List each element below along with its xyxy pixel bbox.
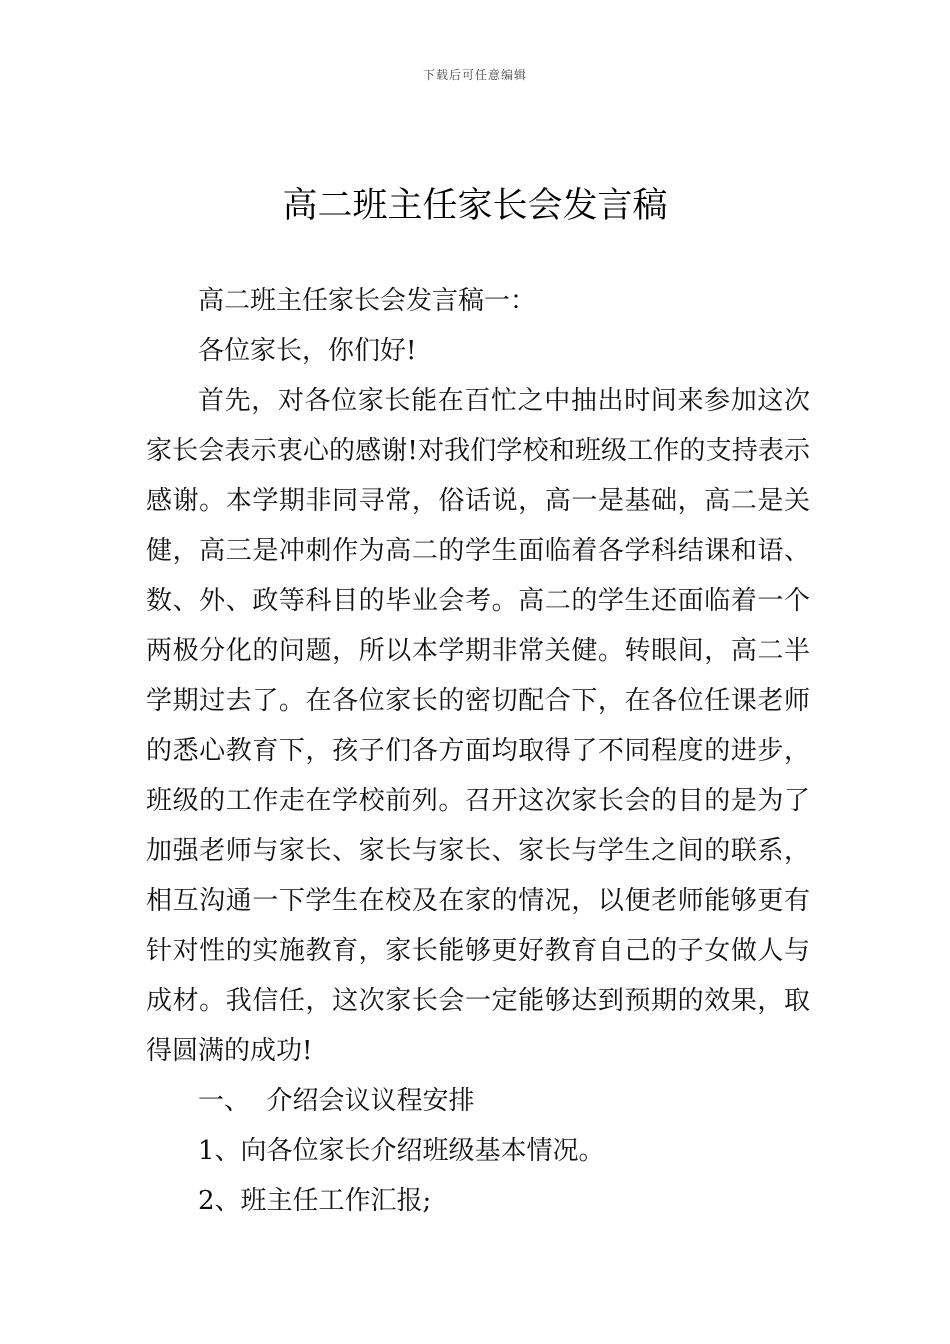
document-subtitle: 高二班主任家长会发言稿一： [198, 286, 537, 316]
section-heading-agenda: 一、 介绍会议议程安排 [198, 1086, 475, 1116]
greeting: 各位家长，你们好! [198, 336, 417, 366]
page-header-note: 下载后可任意编辑 [422, 68, 527, 82]
agenda-item-2: 2、班主任工作汇报; [198, 1186, 432, 1216]
document-title: 高二班主任家长会发言稿 [282, 186, 668, 226]
paragraph-intro: 首先，对各位家长能在百忙之中抽出时间来参加这次家长会表示衷心的感谢!对我们学校和班级工作的支持表示感谢。本学期非同寻常，俗话说，高一是基础，高二是关健，高三是冲刺作为高二的学生面临着各学科结课和语、数、外、政等科目的毕业会考。高二的学生还面临着一个两极分化的问题，所以本学期非常关健。转眼间，高二半学期过去了。在各位家长的密切配合下，在各位任课老师的悉心教育下，孩子们各方面均取得了不同程度的进步，班级的工作走在学校前列。召开这次家长会的目的是为了加强老师与家长、家长与家长、家长与学生之间的联系，相互沟通一下学生在校及在家的情况，以便老师能够更有针对性的实施教育，家长能够更好教育自己的子女做人与成材。我信任，这次家长会一定能够达到预期的效果，取得圆满的成功! [146, 386, 810, 1066]
document-body [146, 276, 810, 1226]
agenda-item-1: 1、向各位家长介绍班级基本情况。 [198, 1136, 605, 1166]
